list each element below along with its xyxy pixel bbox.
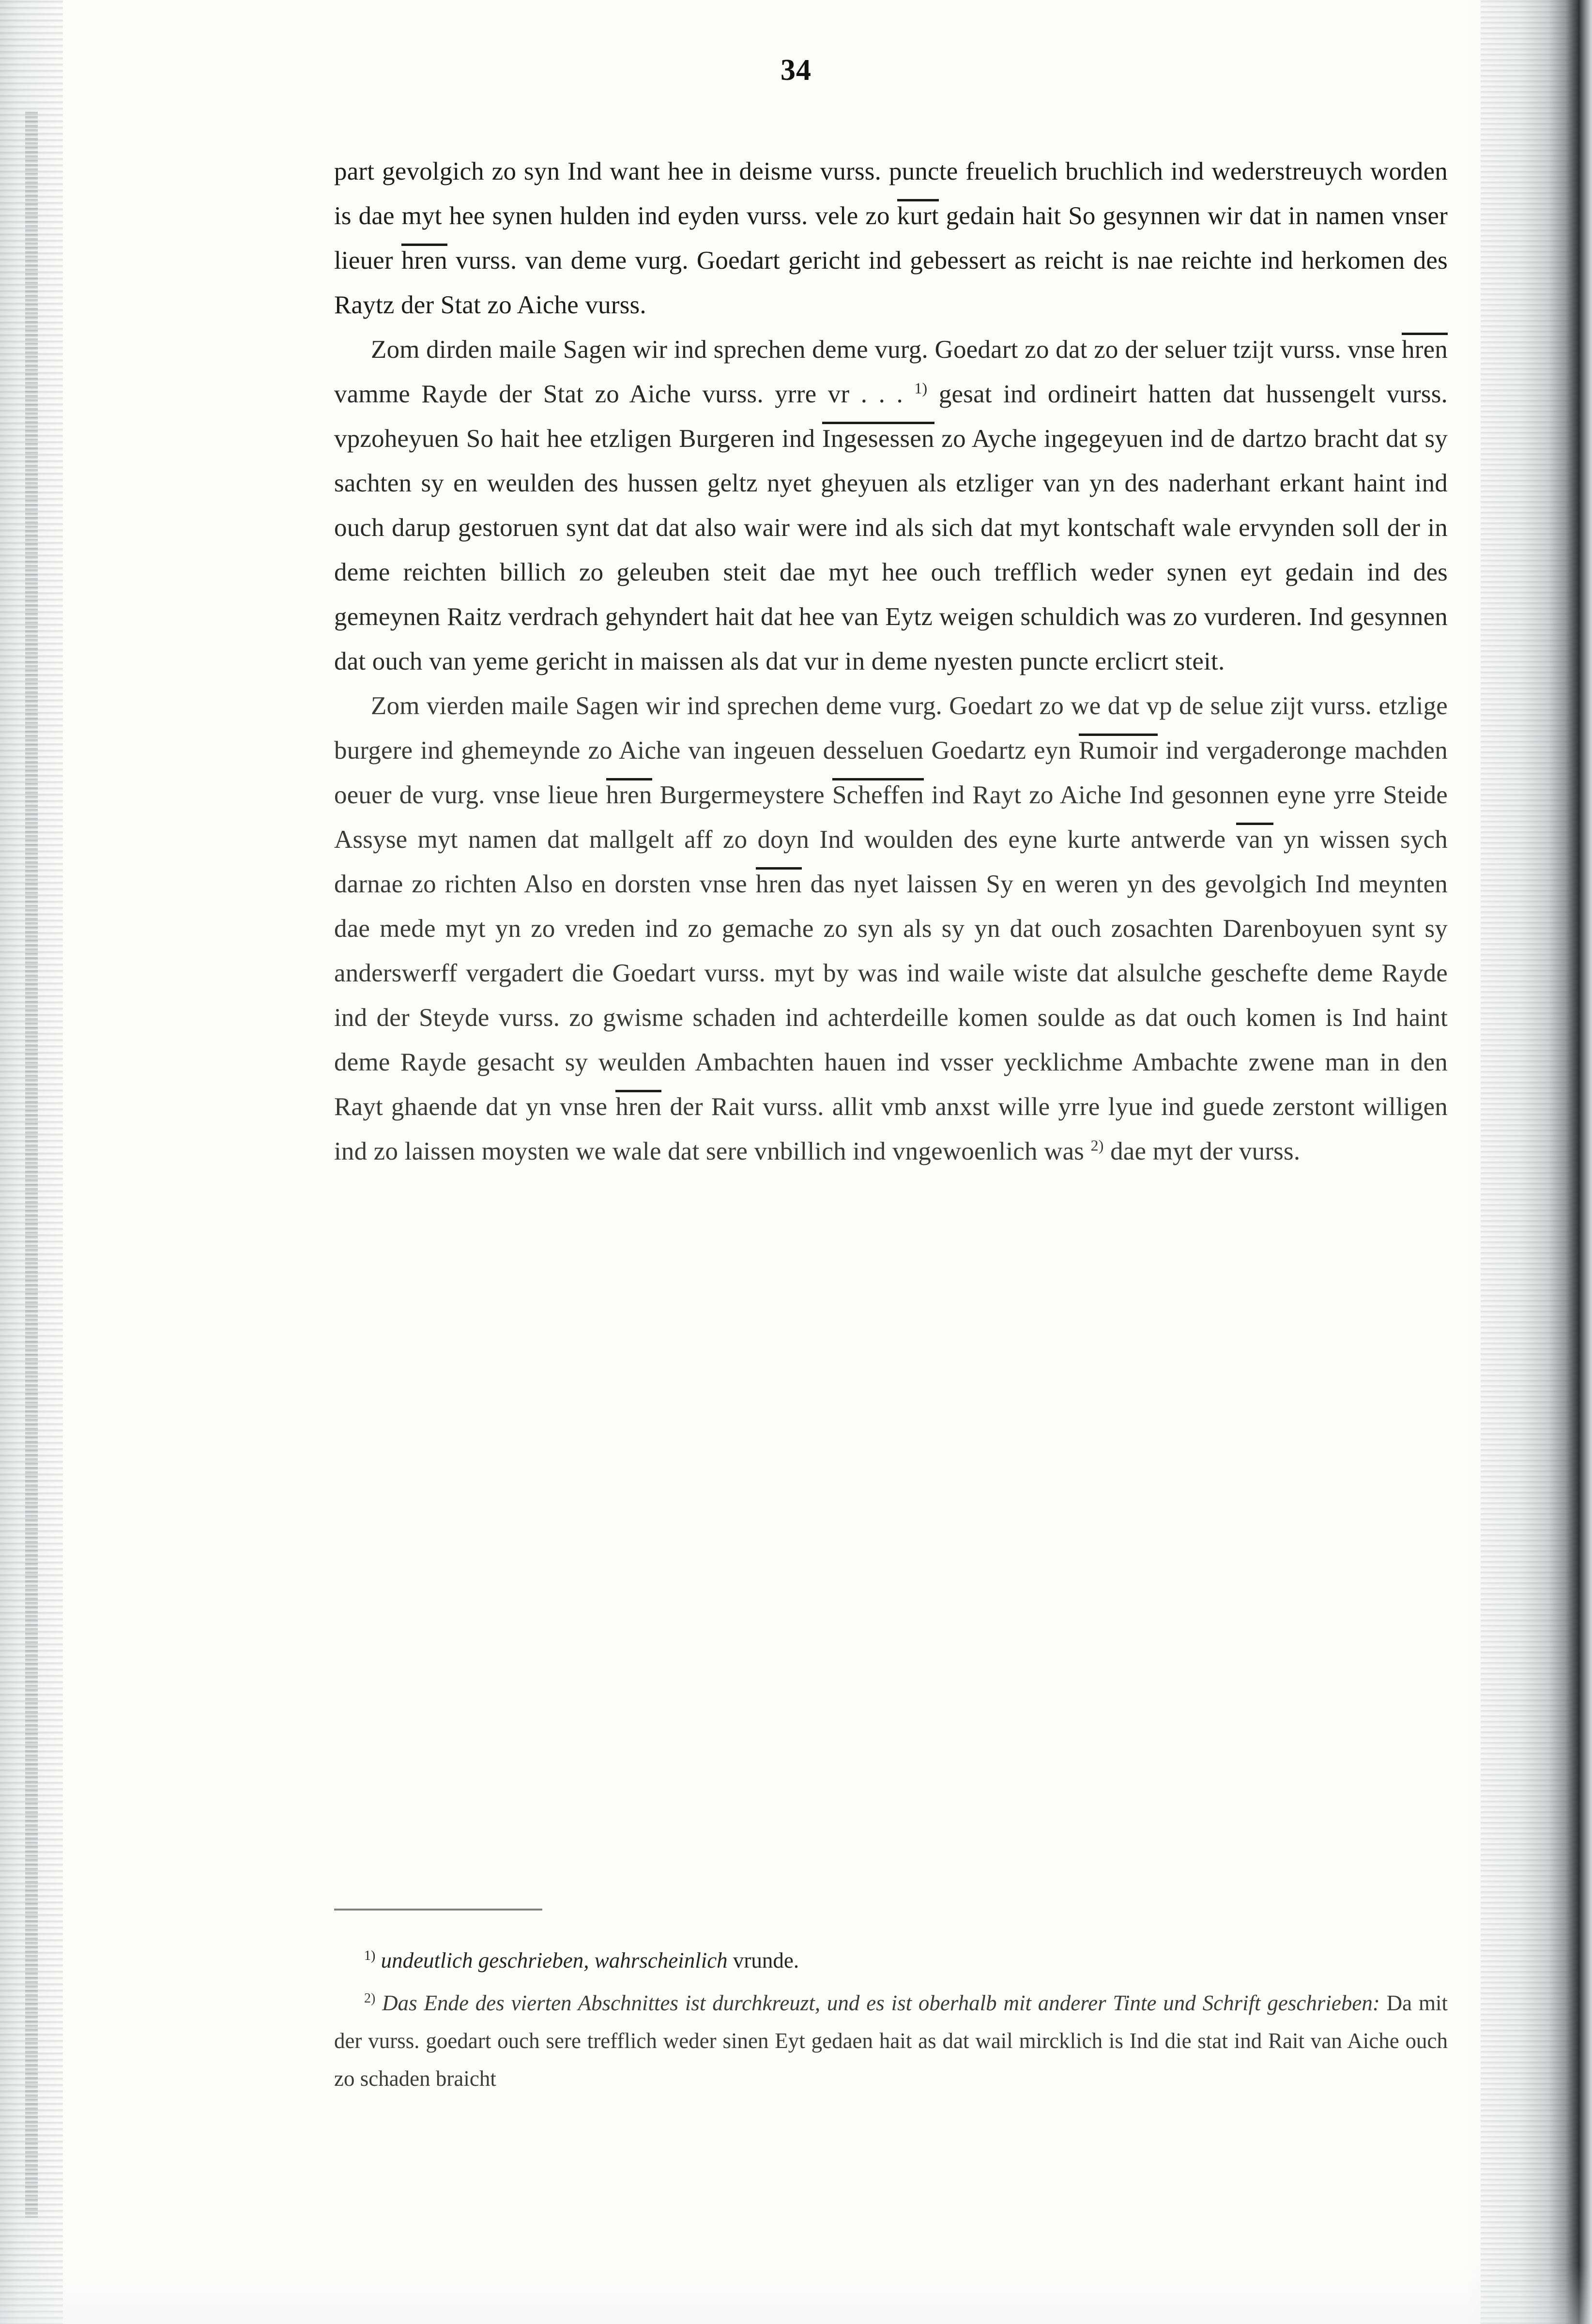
para-3-run-f: das nyet laissen Sy en weren yn des gevolgich Ind meynten dae mede myt yn zo vreden ind zo gemache zo syn als sy yn dat ouch zosachten Darenboyuen synt sy anderswerff vergadert die Goedart vurss. myt by was ind waile wiste dat alsulche geschefte deme Rayde ind der Steyde vurss. zo gwisme schaden ind achterdeille komen soulde as dat ouch komen is Ind haint deme Rayde gesacht sy weulden Ambachten hauen ind vsser yecklichme Ambachte zwene man in den Rayt ghaende dat yn vnse <box>334 870 1448 1121</box>
overlined-word-hren-3: hren <box>606 778 652 809</box>
para-3-run-h: dae myt der vurss. <box>1103 1137 1301 1165</box>
footnote-2-marker: 2) <box>364 1991 376 2006</box>
para-2-run-c: gesat ind ordineirt hatten dat hussengelt vurss. vpzoheyuen So hait hee etzligen Burgeren ind <box>334 380 1448 453</box>
paragraph-1 <box>334 149 1448 327</box>
page-number: 34 <box>781 54 811 87</box>
overlined-word-hren-4: hren <box>756 867 802 898</box>
overlined-word-hren-2: hren <box>1402 333 1448 364</box>
footnote-1 <box>334 1942 1448 1979</box>
para-2-run-d: zo Ayche ingegeyuen ind de dartzo bracht dat sy sachten sy en weulden des hussen geltz nyet gheyuen als etzliger van yn des naderhant erkant haint ind ouch darup gestoruen synt dat dat also wair were ind als sich dat myt kontschaft wale ervynden soll der in deme reichten billich zo geleuben steit dae myt hee ouch trefflich weder synen eyt gedain ind des gemeynen Raitz verdrach gehyndert hait dat hee van Eytz weigen schuldich was zo vurderen. Ind gesynnen dat ouch van yeme gericht in maissen als dat vur in deme nyesten puncte erclicrt steit. <box>334 425 1448 675</box>
para-1-run-a: part gevolgich zo syn Ind want hee in deisme vurss. puncte freuelich bruchlich ind wederstreuych worden is dae myt hee synen hulden ind eyden vurss. vele zo <box>334 157 1448 230</box>
paragraph-3 <box>334 684 1448 1174</box>
para-3-run-g: der Rait vurss. allit vmb anxst wille yrre lyue ind guede zerstont willigen ind zo laissen moysten we wale dat sere vnbillich ind vngewoenlich was <box>334 1093 1448 1165</box>
para-3-run-e: yn wissen sych darnae zo richten Also en dorsten vnse <box>334 826 1448 898</box>
para-3-run-c: Burgermeystere <box>652 781 832 809</box>
footnote-reference-1[interactable]: 1) <box>914 379 928 397</box>
footnote-block <box>334 1942 1448 2102</box>
para-1-run-b: gedain hait So gesynnen wir dat in namen vnser lieuer <box>334 202 1448 275</box>
scan-book-gutter-shadow <box>1466 0 1592 2324</box>
scan-left-edge-artifact <box>0 0 63 2324</box>
para-1-run-c: vurss. van deme vurg. Goedart gericht ind gebessert as reicht is nae reichte ind herkomen des Raytz der Stat zo Aiche vurss. <box>334 246 1448 319</box>
para-3-run-b: ind vergaderonge machden oeuer de vurg. vnse lieue <box>334 736 1448 809</box>
main-text-block <box>334 149 1448 1174</box>
scan-left-speckle-streak <box>25 111 38 2217</box>
footnote-1-italic-text: undeutlich geschrieben, wahrscheinlich <box>375 1948 733 1972</box>
footnote-2-roman-text: Da mit der vurss. goedart ouch sere trefflich weder sinen Eyt gedaen hait as dat wail mircklich is Ind die stat ind Rait van Aiche ouch zo schaden braicht <box>334 1991 1448 2091</box>
footnote-1-marker: 1) <box>364 1948 376 1963</box>
overlined-word-kurt: kurt <box>897 199 939 230</box>
overlined-word-hren-5: hren <box>615 1090 661 1121</box>
overlined-word-hren-1: hren <box>401 244 447 275</box>
overlined-word-van: van <box>1236 823 1273 854</box>
footnote-separator-rule <box>334 1909 542 1911</box>
overlined-word-rumoir: Rumoir <box>1079 734 1158 764</box>
para-3-run-a: Zom vierden maile Sagen wir ind sprechen deme vurg. Goedart zo we dat vp de selue zijt vurss. etzlige burgere ind ghemeynde zo Aiche van ingeuen desseluen Goedartz eyn <box>334 692 1448 764</box>
paragraph-2 <box>334 327 1448 684</box>
footnote-2 <box>334 1984 1448 2097</box>
para-2-run-b: vamme Rayde der Stat zo Aiche vurss. yrre vr . . . <box>334 380 915 408</box>
footnote-2-italic-text: Das Ende des vierten Abschnittes ist durchkreuzt, und es ist oberhalb mit anderer Tinte und Schrift geschrieben: <box>375 1991 1387 2015</box>
para-2-run-a: Zom dirden maile Sagen wir ind sprechen deme vurg. Goedart zo dat zo der seluer tzijt vurss. vnse <box>371 336 1402 364</box>
para-3-run-d: ind Rayt zo Aiche Ind gesonnen eyne yrre Steide Assyse myt namen dat mallgelt aff zo doyn Ind woulden des eyne kurte antwerde <box>334 781 1448 854</box>
footnote-1-roman-text: vrunde. <box>733 1948 799 1972</box>
footnote-reference-2[interactable]: 2) <box>1090 1136 1104 1154</box>
scan-bottom-fade-artifact <box>0 2266 1592 2324</box>
scan-right-texture-artifact <box>1481 0 1577 2324</box>
overlined-word-ingesessen: Ingesessen <box>822 422 934 453</box>
overlined-word-scheffen: Scheffen <box>832 778 924 809</box>
